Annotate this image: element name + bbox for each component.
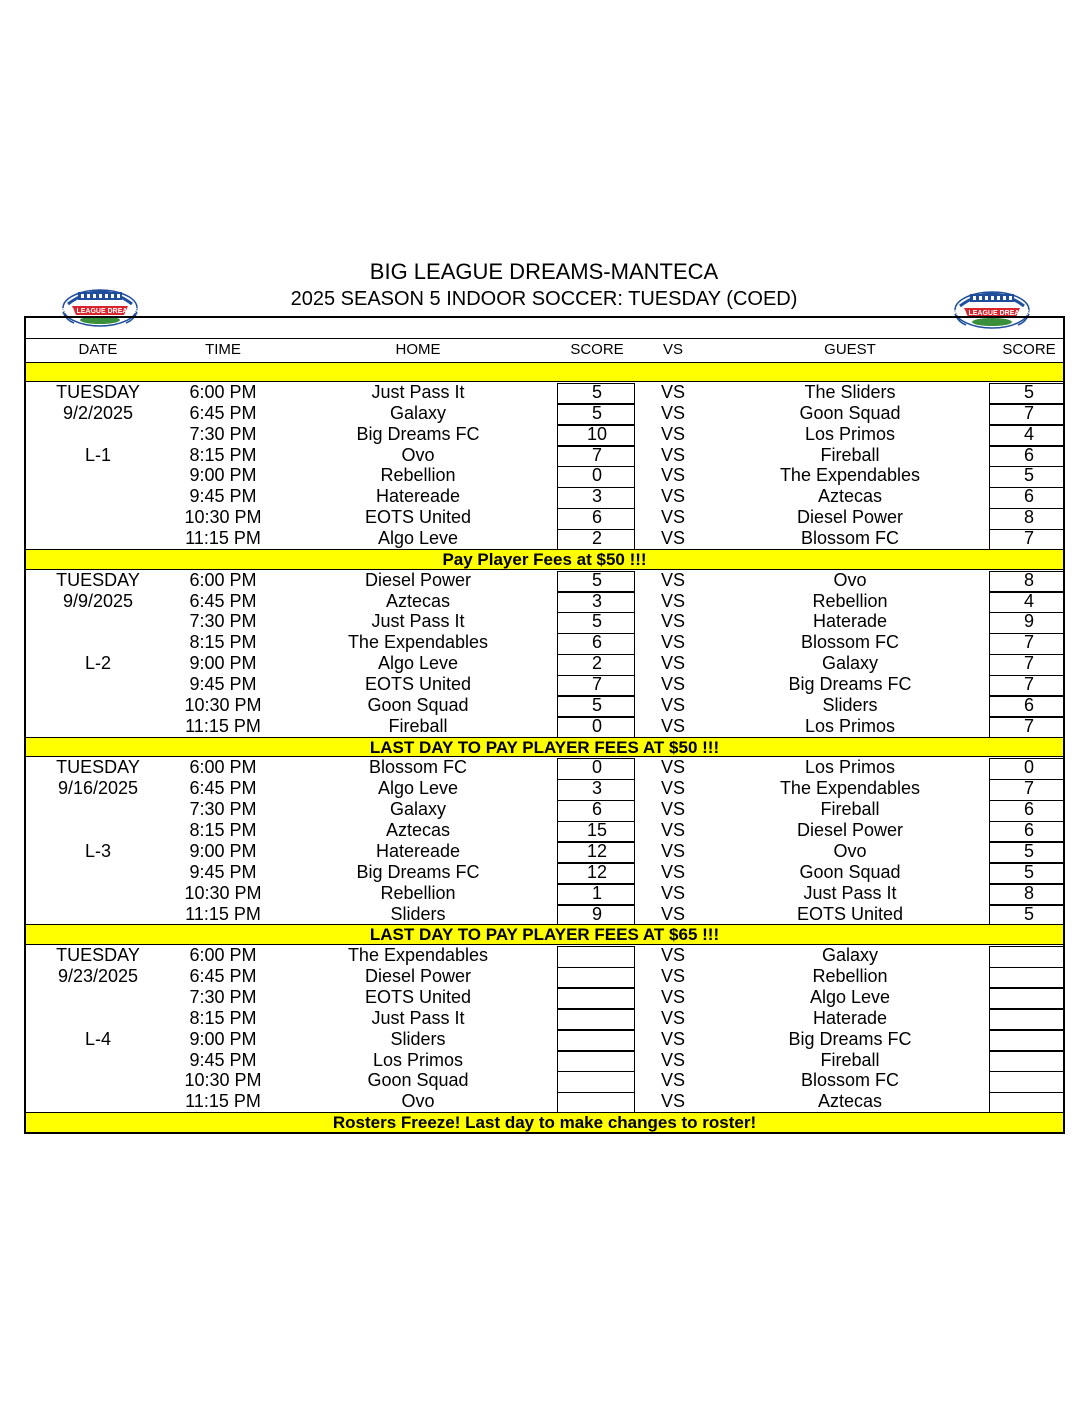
guest-score-box bbox=[989, 446, 1065, 467]
guest-score-box bbox=[989, 675, 1065, 696]
game-score-home: 3 bbox=[591, 778, 602, 799]
game-score-home: 10 bbox=[586, 423, 608, 444]
game-time: 9:45 PM bbox=[189, 1049, 257, 1070]
game-time: 11:15 PM bbox=[185, 715, 261, 736]
game-score-guest: 5 bbox=[1023, 861, 1034, 882]
column-header-home: HOME bbox=[395, 341, 441, 358]
game-time: 6:45 PM bbox=[189, 778, 257, 799]
game-guest: Diesel Power bbox=[796, 507, 904, 528]
home-score-box bbox=[557, 1051, 635, 1072]
game-guest: Ovo bbox=[833, 840, 867, 861]
game-vs: VS bbox=[660, 1007, 685, 1028]
game-guest: Blossom FC bbox=[800, 1070, 899, 1091]
game-time: 6:00 PM bbox=[189, 569, 257, 590]
game-time: 9:00 PM bbox=[189, 840, 257, 861]
date-cell-day: TUESDAY bbox=[56, 757, 140, 778]
date-cell-date: 9/2/2025 bbox=[62, 402, 134, 423]
date-cell-date: 9/9/2025 bbox=[62, 590, 134, 611]
game-score-guest: 6 bbox=[1023, 694, 1034, 715]
column-header-date: DATE bbox=[78, 341, 118, 358]
game-score-home: 1 bbox=[591, 882, 602, 903]
game-vs: VS bbox=[660, 757, 685, 778]
game-score-guest: 0 bbox=[1023, 757, 1034, 778]
game-home: EOTS United bbox=[364, 674, 472, 695]
game-home: Just Pass It bbox=[371, 1007, 465, 1028]
guest-score-box bbox=[989, 1092, 1065, 1113]
game-home: Big Dreams FC bbox=[356, 861, 480, 882]
game-vs: VS bbox=[660, 465, 685, 486]
game-guest: Fireball bbox=[820, 1049, 880, 1070]
game-score-home: 7 bbox=[591, 674, 602, 695]
guest-score-box bbox=[989, 529, 1065, 550]
game-guest: Fireball bbox=[820, 444, 880, 465]
game-time: 7:30 PM bbox=[189, 423, 257, 444]
svg-text:BIG LEAGUE DREAMS: BIG LEAGUE DREAMS bbox=[954, 310, 1030, 317]
date-cell-league: L-2 bbox=[84, 653, 111, 674]
guest-score-box bbox=[989, 592, 1065, 613]
home-score-box bbox=[557, 800, 635, 821]
game-vs: VS bbox=[660, 611, 685, 632]
date-cell-date: 9/16/2025 bbox=[57, 778, 139, 799]
guest-score-box bbox=[989, 633, 1065, 654]
game-vs: VS bbox=[660, 528, 685, 549]
game-time: 6:00 PM bbox=[189, 382, 257, 402]
game-home: EOTS United bbox=[364, 986, 472, 1007]
game-vs: VS bbox=[660, 1049, 685, 1070]
header-divider bbox=[26, 338, 1063, 339]
date-cell-league: L-3 bbox=[84, 840, 111, 861]
game-vs: VS bbox=[660, 382, 685, 402]
notice-banner: Pay Player Fees at $50 !!! bbox=[26, 549, 1063, 570]
home-score-box bbox=[557, 633, 635, 654]
game-guest: Big Dreams FC bbox=[788, 674, 912, 695]
game-time: 10:30 PM bbox=[184, 694, 262, 715]
home-score-box bbox=[557, 466, 635, 487]
home-score-box bbox=[557, 446, 635, 467]
game-time: 8:15 PM bbox=[189, 632, 257, 653]
game-score-home: 5 bbox=[591, 569, 602, 590]
game-time: 9:45 PM bbox=[189, 861, 257, 882]
home-score-box bbox=[557, 654, 635, 675]
game-home: Algo Leve bbox=[377, 778, 459, 799]
guest-score-box bbox=[989, 758, 1065, 779]
game-home: Big Dreams FC bbox=[356, 423, 480, 444]
game-score-home: 12 bbox=[586, 861, 608, 882]
home-score-box bbox=[557, 884, 635, 905]
game-score-guest: 5 bbox=[1023, 903, 1034, 924]
game-time: 6:00 PM bbox=[189, 945, 257, 966]
game-score-home: 0 bbox=[591, 715, 602, 736]
date-cell-day: TUESDAY bbox=[56, 382, 140, 402]
guest-score-box bbox=[989, 508, 1065, 529]
game-time: 9:45 PM bbox=[189, 674, 257, 695]
game-vs: VS bbox=[660, 569, 685, 590]
game-score-home: 2 bbox=[591, 653, 602, 674]
game-vs: VS bbox=[660, 694, 685, 715]
game-score-guest: 5 bbox=[1023, 465, 1034, 486]
game-guest: Los Primos bbox=[804, 757, 896, 778]
game-time: 10:30 PM bbox=[184, 507, 262, 528]
game-vs: VS bbox=[660, 820, 685, 841]
game-vs: VS bbox=[660, 966, 685, 987]
game-guest: The Sliders bbox=[804, 382, 896, 402]
game-guest: Blossom FC bbox=[800, 632, 899, 653]
game-guest: Aztecas bbox=[817, 486, 883, 507]
game-vs: VS bbox=[660, 1028, 685, 1049]
game-time: 8:15 PM bbox=[189, 820, 257, 841]
game-time: 11:15 PM bbox=[185, 903, 261, 924]
home-score-box bbox=[557, 821, 635, 842]
game-guest: Just Pass It bbox=[803, 882, 897, 903]
game-time: 10:30 PM bbox=[184, 1070, 262, 1091]
game-time: 6:45 PM bbox=[189, 590, 257, 611]
guest-score-box bbox=[989, 425, 1065, 446]
game-vs: VS bbox=[660, 715, 685, 736]
game-home: Algo Leve bbox=[377, 528, 459, 549]
game-home: Ovo bbox=[401, 444, 435, 465]
game-guest: The Expendables bbox=[779, 778, 921, 799]
home-score-box bbox=[557, 779, 635, 800]
game-home: Diesel Power bbox=[364, 569, 472, 590]
game-score-home: 5 bbox=[591, 611, 602, 632]
game-score-guest: 5 bbox=[1023, 840, 1034, 861]
game-score-guest: 7 bbox=[1023, 632, 1034, 653]
game-score-home: 6 bbox=[591, 799, 602, 820]
home-score-box bbox=[557, 592, 635, 613]
home-score-box bbox=[557, 571, 635, 592]
game-time: 9:00 PM bbox=[189, 1028, 257, 1049]
notice-banner: LAST DAY TO PAY PLAYER FEES AT $65 !!! bbox=[26, 924, 1063, 945]
game-guest: Fireball bbox=[820, 799, 880, 820]
game-score-home: 6 bbox=[591, 632, 602, 653]
game-time: 9:45 PM bbox=[189, 486, 257, 507]
home-score-box bbox=[557, 529, 635, 550]
game-score-guest: 8 bbox=[1023, 507, 1034, 528]
game-vs: VS bbox=[660, 507, 685, 528]
game-guest: Los Primos bbox=[804, 423, 896, 444]
game-vs: VS bbox=[660, 674, 685, 695]
home-score-box bbox=[557, 425, 635, 446]
game-home: Galaxy bbox=[389, 799, 447, 820]
game-score-guest: 7 bbox=[1023, 715, 1034, 736]
game-home: Fireball bbox=[388, 715, 448, 736]
column-header-guest: GUEST bbox=[824, 341, 876, 358]
guest-score-box bbox=[989, 612, 1065, 633]
game-score-home: 0 bbox=[591, 757, 602, 778]
game-guest: Blossom FC bbox=[800, 528, 899, 549]
game-time: 9:00 PM bbox=[189, 653, 257, 674]
home-score-box bbox=[557, 988, 635, 1009]
home-score-box bbox=[557, 1092, 635, 1113]
game-time: 9:00 PM bbox=[189, 465, 257, 486]
date-cell-league: L-1 bbox=[84, 444, 111, 465]
home-score-box bbox=[557, 1030, 635, 1051]
home-score-box bbox=[557, 487, 635, 508]
game-vs: VS bbox=[660, 590, 685, 611]
game-time: 10:30 PM bbox=[184, 882, 262, 903]
game-time: 11:15 PM bbox=[185, 1091, 261, 1112]
column-header-score-home: SCORE bbox=[570, 341, 624, 358]
game-vs: VS bbox=[660, 986, 685, 1007]
guest-score-box bbox=[989, 1009, 1065, 1030]
guest-score-box bbox=[989, 1051, 1065, 1072]
game-time: 6:45 PM bbox=[189, 966, 257, 987]
game-score-guest: 6 bbox=[1023, 820, 1034, 841]
game-home: Just Pass It bbox=[371, 611, 465, 632]
game-score-home: 5 bbox=[591, 694, 602, 715]
guest-score-box bbox=[989, 1030, 1065, 1051]
game-home: Sliders bbox=[390, 1028, 446, 1049]
notice-banner: LAST DAY TO PAY PLAYER FEES AT $50 !!! bbox=[26, 737, 1063, 758]
date-cell-day: TUESDAY bbox=[56, 945, 140, 966]
guest-score-box bbox=[989, 404, 1065, 425]
game-vs: VS bbox=[660, 882, 685, 903]
guest-score-box bbox=[989, 717, 1065, 738]
game-home: Sliders bbox=[390, 903, 446, 924]
game-home: Rebellion bbox=[380, 465, 456, 486]
game-score-home: 6 bbox=[591, 507, 602, 528]
home-score-box bbox=[557, 675, 635, 696]
guest-score-box bbox=[989, 884, 1065, 905]
game-vs: VS bbox=[660, 945, 685, 966]
game-score-guest: 7 bbox=[1023, 674, 1034, 695]
game-home: Blossom FC bbox=[368, 757, 467, 778]
game-score-guest: 7 bbox=[1023, 528, 1034, 549]
home-score-box bbox=[557, 696, 635, 717]
game-vs: VS bbox=[660, 653, 685, 674]
game-score-home: 3 bbox=[591, 590, 602, 611]
home-score-box bbox=[557, 946, 635, 967]
game-guest: Haterade bbox=[812, 611, 888, 632]
home-score-box bbox=[557, 967, 635, 988]
game-home: Hatereade bbox=[375, 486, 461, 507]
game-score-guest: 6 bbox=[1023, 486, 1034, 507]
game-score-guest: 7 bbox=[1023, 653, 1034, 674]
game-score-guest: 7 bbox=[1023, 402, 1034, 423]
guest-score-box bbox=[989, 571, 1065, 592]
home-score-box bbox=[557, 508, 635, 529]
game-home: The Expendables bbox=[347, 945, 489, 966]
game-home: Los Primos bbox=[372, 1049, 464, 1070]
schedule-table bbox=[24, 316, 1065, 1134]
game-vs: VS bbox=[660, 1070, 685, 1091]
svg-text:BIG LEAGUE DREAMS: BIG LEAGUE DREAMS bbox=[62, 308, 138, 315]
game-guest: Los Primos bbox=[804, 715, 896, 736]
guest-score-box bbox=[989, 905, 1065, 926]
game-score-guest: 5 bbox=[1023, 382, 1034, 402]
game-home: Aztecas bbox=[385, 590, 451, 611]
guest-score-box bbox=[989, 466, 1065, 487]
game-vs: VS bbox=[660, 799, 685, 820]
game-vs: VS bbox=[660, 840, 685, 861]
date-cell-league: L-4 bbox=[84, 1028, 111, 1049]
game-score-guest: 6 bbox=[1023, 444, 1034, 465]
column-header-time: TIME bbox=[205, 341, 241, 358]
guest-score-box bbox=[989, 863, 1065, 884]
page-title: BIG LEAGUE DREAMS-MANTECA bbox=[369, 259, 719, 284]
game-guest: Goon Squad bbox=[799, 861, 901, 882]
game-vs: VS bbox=[660, 486, 685, 507]
game-home: Just Pass It bbox=[371, 382, 465, 402]
game-vs: VS bbox=[660, 778, 685, 799]
column-header-vs: VS bbox=[662, 341, 683, 358]
guest-score-box bbox=[989, 967, 1065, 988]
game-score-guest: 6 bbox=[1023, 799, 1034, 820]
game-home: Ovo bbox=[401, 1091, 435, 1112]
home-score-box bbox=[557, 612, 635, 633]
game-guest: Haterade bbox=[812, 1007, 888, 1028]
game-score-guest: 8 bbox=[1023, 569, 1034, 590]
game-score-home: 5 bbox=[591, 382, 602, 402]
game-score-home: 15 bbox=[586, 820, 608, 841]
game-score-guest: 9 bbox=[1023, 611, 1034, 632]
game-score-home: 3 bbox=[591, 486, 602, 507]
guest-score-box bbox=[989, 842, 1065, 863]
game-home: Algo Leve bbox=[377, 653, 459, 674]
column-header-score-guest: SCORE bbox=[1002, 341, 1056, 358]
game-time: 8:15 PM bbox=[189, 1007, 257, 1028]
guest-score-box bbox=[989, 946, 1065, 967]
game-guest: Ovo bbox=[833, 569, 867, 590]
game-vs: VS bbox=[660, 903, 685, 924]
game-time: 8:15 PM bbox=[189, 444, 257, 465]
home-score-box bbox=[557, 1071, 635, 1092]
game-home: Rebellion bbox=[380, 882, 456, 903]
game-guest: Galaxy bbox=[821, 653, 879, 674]
game-guest: Rebellion bbox=[812, 590, 888, 611]
game-home: Goon Squad bbox=[367, 694, 469, 715]
home-score-box bbox=[557, 404, 635, 425]
home-score-box bbox=[557, 905, 635, 926]
guest-score-box bbox=[989, 383, 1065, 404]
game-time: 6:45 PM bbox=[189, 402, 257, 423]
game-home: Goon Squad bbox=[367, 1070, 469, 1091]
game-score-guest: 4 bbox=[1023, 590, 1034, 611]
game-time: 7:30 PM bbox=[189, 611, 257, 632]
guest-score-box bbox=[989, 800, 1065, 821]
game-home: Galaxy bbox=[389, 402, 447, 423]
game-time: 7:30 PM bbox=[189, 799, 257, 820]
game-vs: VS bbox=[660, 861, 685, 882]
guest-score-box bbox=[989, 654, 1065, 675]
game-guest: Diesel Power bbox=[796, 820, 904, 841]
game-home: Diesel Power bbox=[364, 966, 472, 987]
game-vs: VS bbox=[660, 423, 685, 444]
game-time: 6:00 PM bbox=[189, 757, 257, 778]
notice-banner: Rosters Freeze! Last day to make changes to roster! bbox=[26, 1112, 1063, 1133]
game-guest: Rebellion bbox=[812, 966, 888, 987]
game-score-guest: 7 bbox=[1023, 778, 1034, 799]
date-cell-day: TUESDAY bbox=[56, 569, 140, 590]
game-guest: EOTS United bbox=[796, 903, 904, 924]
game-score-home: 9 bbox=[591, 903, 602, 924]
game-home: EOTS United bbox=[364, 507, 472, 528]
game-guest: Goon Squad bbox=[799, 402, 901, 423]
guest-score-box bbox=[989, 696, 1065, 717]
game-time: 11:15 PM bbox=[185, 528, 261, 549]
guest-score-box bbox=[989, 1071, 1065, 1092]
highlight-band bbox=[26, 362, 1063, 382]
home-score-box bbox=[557, 863, 635, 884]
game-guest: Aztecas bbox=[817, 1091, 883, 1112]
page-subtitle: 2025 SEASON 5 INDOOR SOCCER: TUESDAY (COED) bbox=[290, 288, 798, 310]
game-vs: VS bbox=[660, 402, 685, 423]
game-guest: Galaxy bbox=[821, 945, 879, 966]
game-score-home: 7 bbox=[591, 444, 602, 465]
home-score-box bbox=[557, 842, 635, 863]
game-guest: The Expendables bbox=[779, 465, 921, 486]
game-score-guest: 4 bbox=[1023, 423, 1034, 444]
game-guest: Big Dreams FC bbox=[788, 1028, 912, 1049]
game-home: The Expendables bbox=[347, 632, 489, 653]
game-guest: Algo Leve bbox=[809, 986, 891, 1007]
game-score-home: 12 bbox=[586, 840, 608, 861]
game-score-home: 0 bbox=[591, 465, 602, 486]
game-guest: Sliders bbox=[822, 694, 878, 715]
home-score-box bbox=[557, 383, 635, 404]
game-time: 7:30 PM bbox=[189, 986, 257, 1007]
home-score-box bbox=[557, 758, 635, 779]
game-home: Aztecas bbox=[385, 820, 451, 841]
date-cell-date: 9/23/2025 bbox=[57, 966, 139, 987]
home-score-box bbox=[557, 1009, 635, 1030]
game-score-home: 2 bbox=[591, 528, 602, 549]
game-vs: VS bbox=[660, 632, 685, 653]
game-score-guest: 8 bbox=[1023, 882, 1034, 903]
guest-score-box bbox=[989, 779, 1065, 800]
guest-score-box bbox=[989, 487, 1065, 508]
guest-score-box bbox=[989, 988, 1065, 1009]
game-home: Hatereade bbox=[375, 840, 461, 861]
guest-score-box bbox=[989, 821, 1065, 842]
game-vs: VS bbox=[660, 1091, 685, 1112]
game-score-home: 5 bbox=[591, 402, 602, 423]
game-vs: VS bbox=[660, 444, 685, 465]
home-score-box bbox=[557, 717, 635, 738]
